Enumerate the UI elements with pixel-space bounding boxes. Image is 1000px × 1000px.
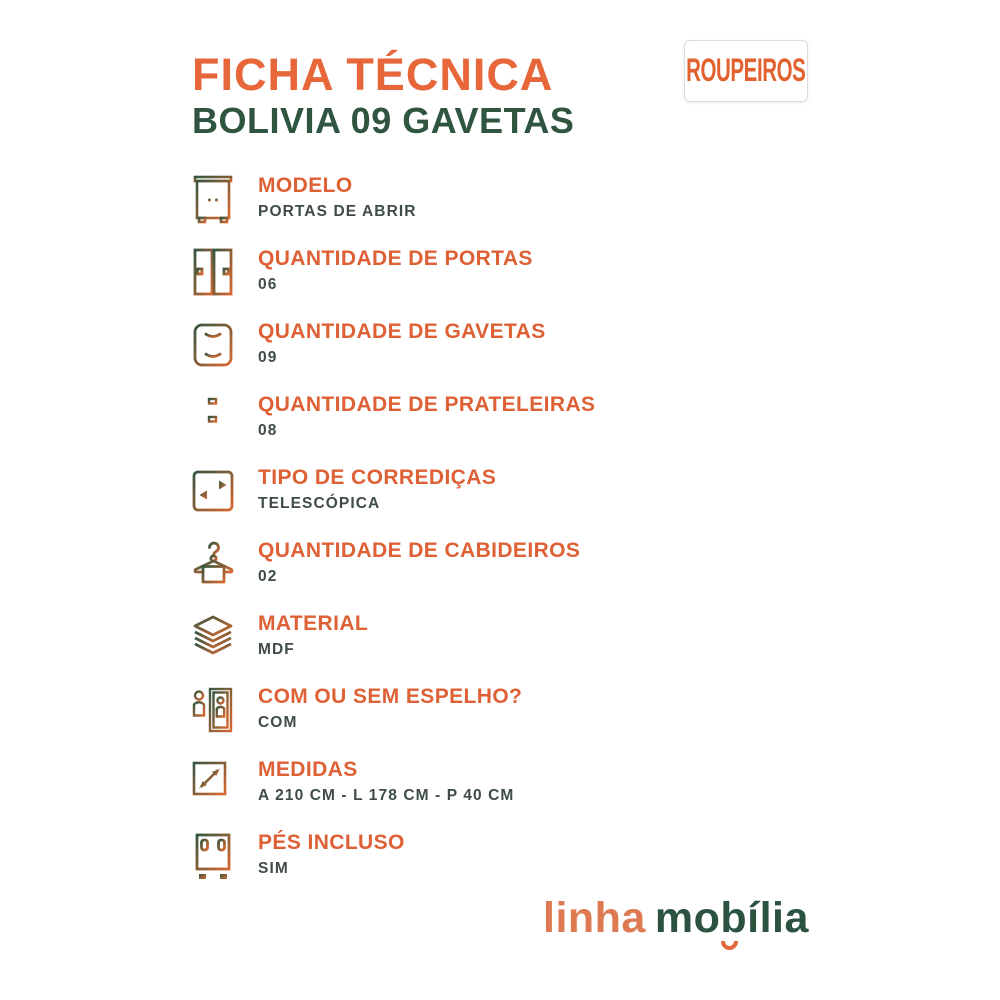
product-name: BOLIVIA 09 GAVETAS bbox=[192, 99, 575, 141]
header bbox=[192, 50, 574, 141]
drawers-icon bbox=[186, 318, 242, 372]
spec-value: COM bbox=[258, 714, 298, 732]
spec-value: 06 bbox=[258, 276, 278, 294]
spec-label: QUANTIDADE DE CABIDEIROS bbox=[258, 539, 581, 562]
brand-logo bbox=[543, 894, 809, 943]
spec-value: MDF bbox=[258, 641, 295, 659]
spec-label: QUANTIDADE DE PORTAS bbox=[258, 247, 533, 270]
spec-row-material bbox=[186, 610, 746, 662]
spec-row-corredicas bbox=[186, 464, 746, 516]
spec-value: 09 bbox=[258, 349, 278, 367]
spec-row-cabideiros bbox=[186, 537, 746, 589]
doors-icon bbox=[186, 245, 242, 299]
spec-label: TIPO DE CORREDIÇAS bbox=[258, 466, 497, 489]
hanger-icon bbox=[186, 537, 242, 591]
brand-logo-linha: linha bbox=[543, 894, 646, 942]
spec-label: MODELO bbox=[258, 174, 353, 197]
layers-icon bbox=[186, 610, 242, 664]
spec-value: TELESCÓPICA bbox=[258, 495, 381, 513]
spec-value: A 210 CM - L 178 CM - P 40 CM bbox=[258, 787, 515, 805]
spec-label: QUANTIDADE DE GAVETAS bbox=[258, 320, 546, 343]
spec-label: MEDIDAS bbox=[258, 758, 358, 781]
category-badge bbox=[684, 40, 808, 102]
spec-row-modelo bbox=[186, 172, 746, 224]
spec-row-gavetas bbox=[186, 318, 746, 370]
spec-row-espelho bbox=[186, 683, 746, 735]
spec-value: PORTAS DE ABRIR bbox=[258, 203, 417, 221]
ruler-icon bbox=[186, 756, 242, 810]
wardrobe-icon bbox=[186, 172, 242, 226]
page-title: FICHA TÉCNICA bbox=[192, 49, 554, 100]
logo-smile-accent bbox=[721, 941, 738, 950]
slide-arrows-icon bbox=[186, 464, 242, 518]
furniture-feet-icon bbox=[186, 829, 242, 883]
spec-value: 02 bbox=[258, 568, 278, 586]
spec-value: 08 bbox=[258, 422, 278, 440]
spec-row-portas bbox=[186, 245, 746, 297]
spec-row-medidas bbox=[186, 756, 746, 808]
mirror-person-icon bbox=[186, 683, 242, 737]
spec-list bbox=[186, 172, 746, 902]
spec-label: COM OU SEM ESPELHO? bbox=[258, 685, 523, 708]
spec-row-pes bbox=[186, 829, 746, 881]
spec-label: MATERIAL bbox=[258, 612, 369, 635]
category-badge-label: ROUPEIROS bbox=[686, 52, 806, 89]
shelves-icon bbox=[186, 391, 242, 445]
spec-value: SIM bbox=[258, 860, 289, 878]
spec-label: QUANTIDADE DE PRATELEIRAS bbox=[258, 393, 596, 416]
spec-row-prateleiras bbox=[186, 391, 746, 443]
spec-label: PÉS INCLUSO bbox=[258, 831, 405, 854]
brand-logo-mobilia: mob ília bbox=[655, 894, 809, 942]
